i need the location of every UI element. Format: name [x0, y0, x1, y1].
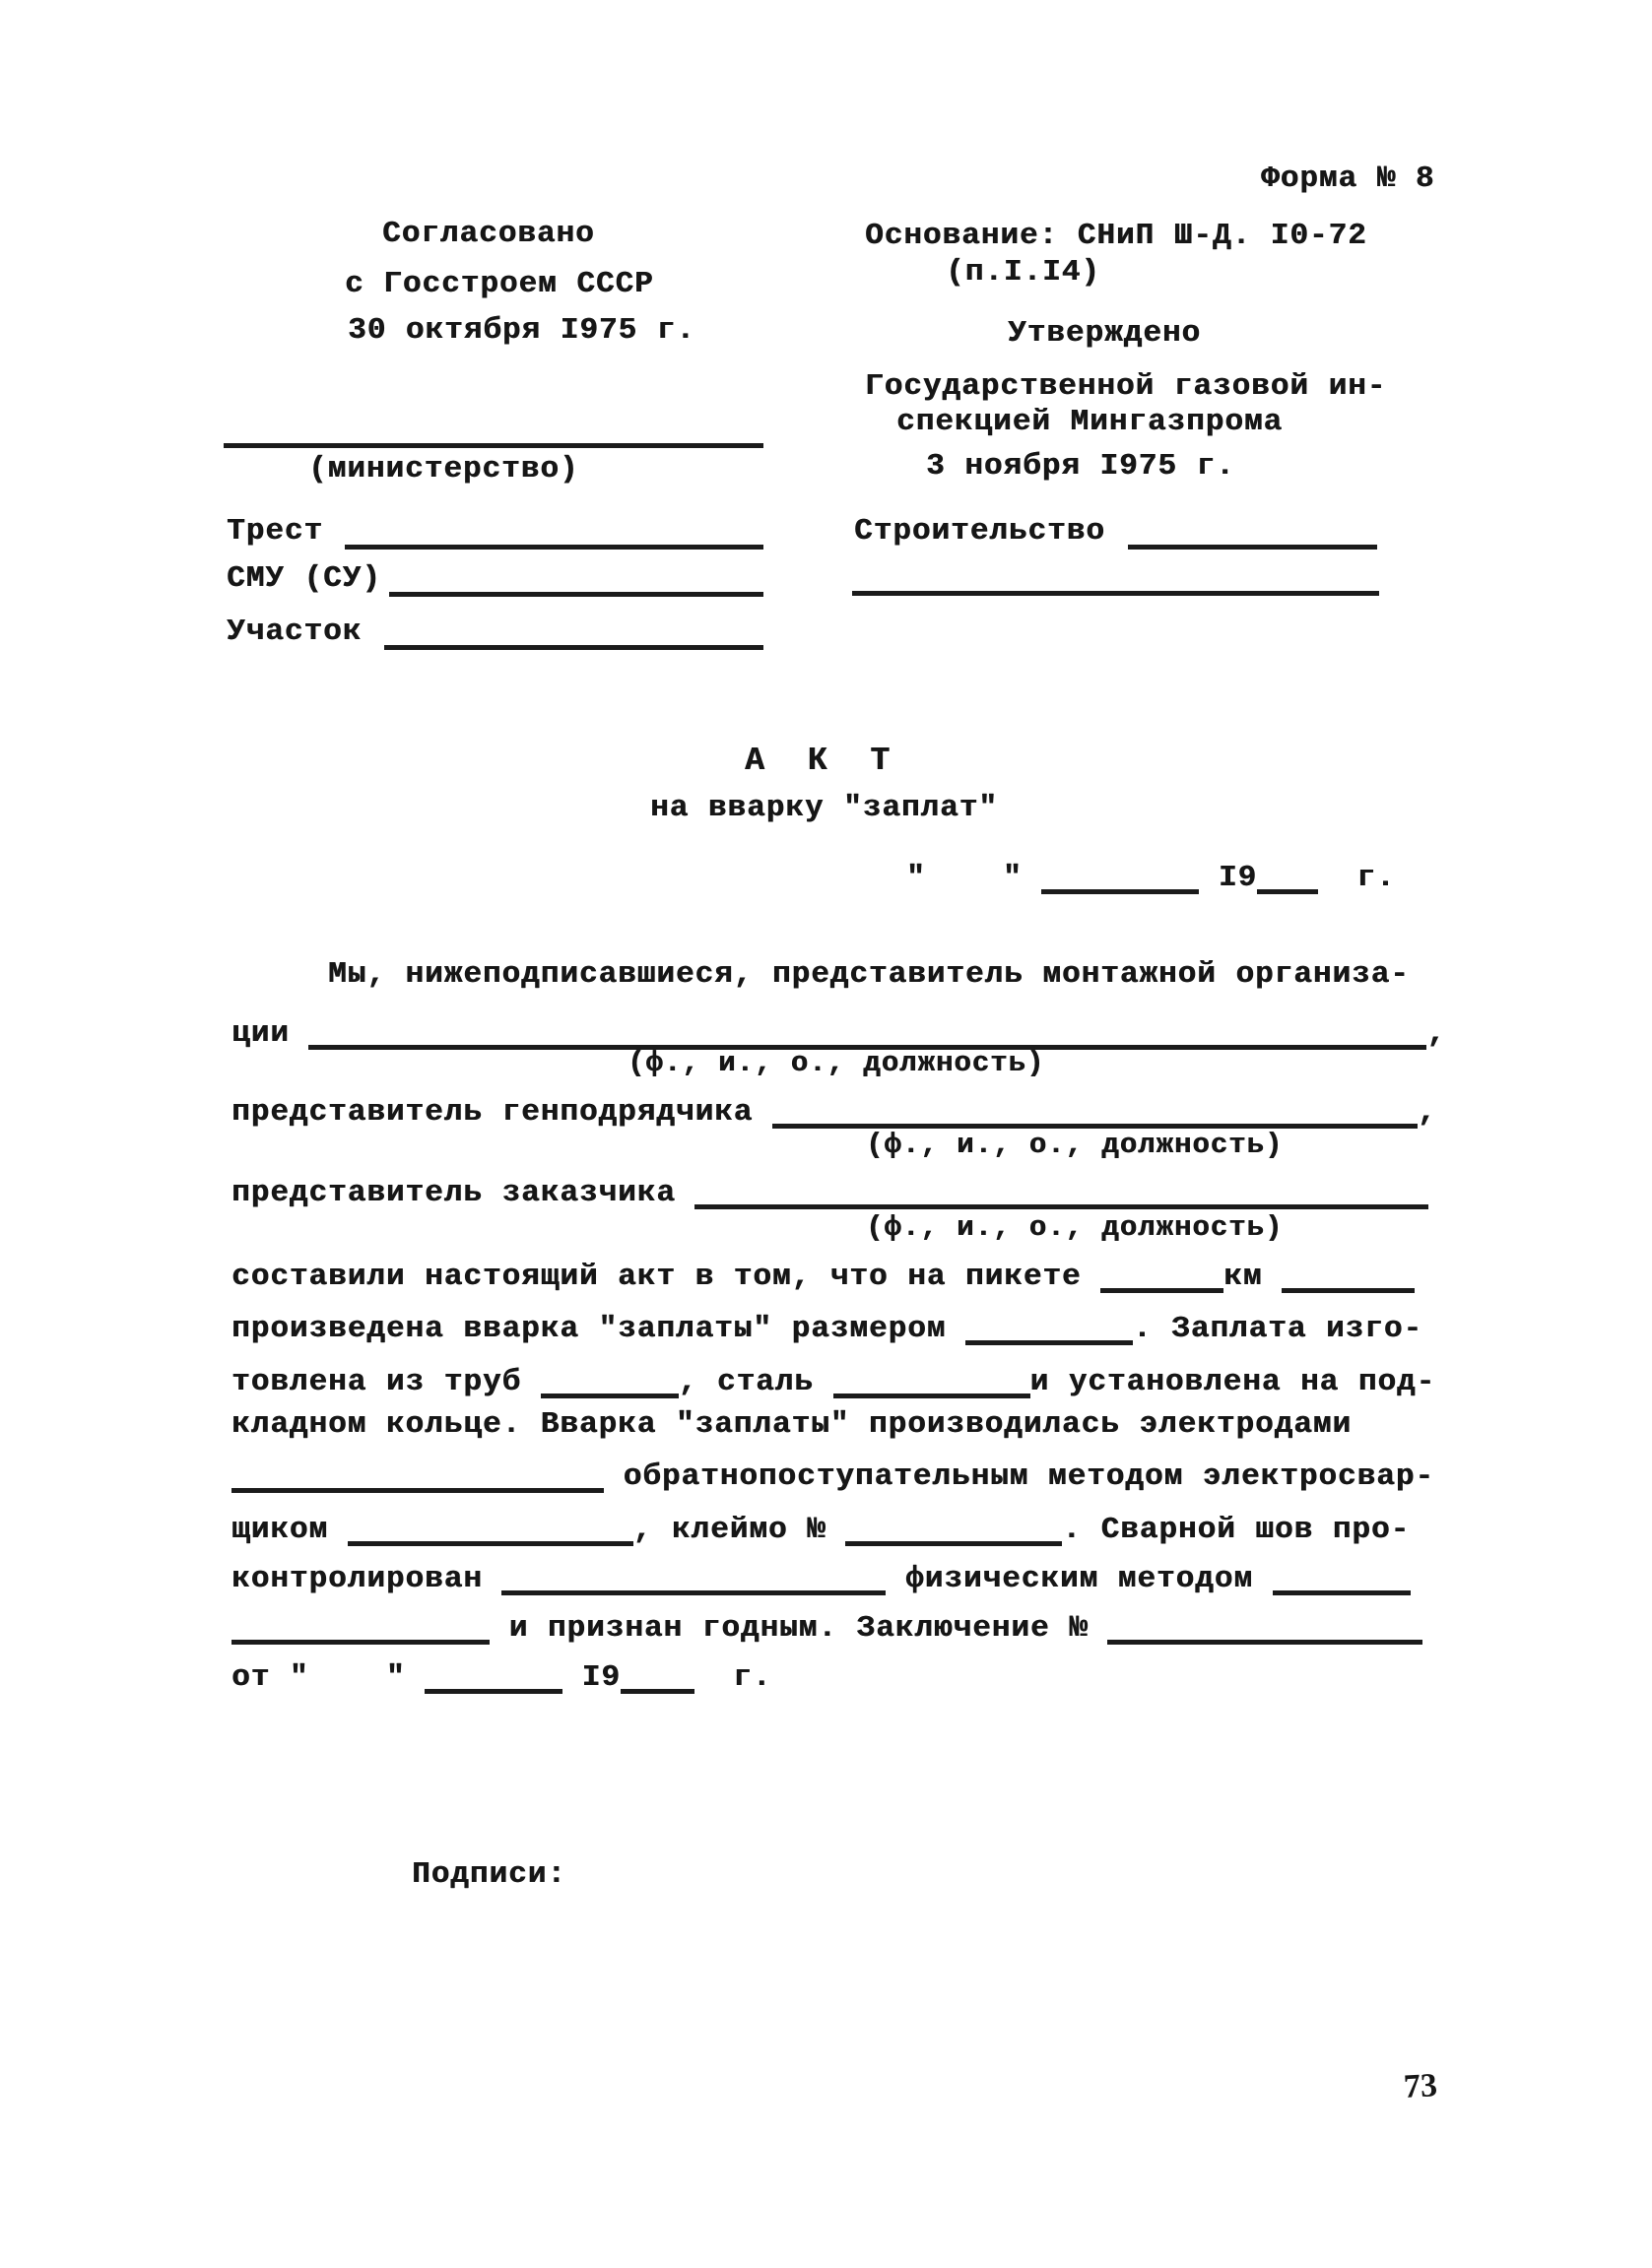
act-title: А К Т [745, 743, 902, 779]
construction-blank-line [1128, 545, 1377, 550]
body-line-5 [231, 1258, 1415, 1297]
approved-org-line2: спекцией Мингазпрома [896, 405, 1284, 439]
welder-name-blank [348, 1535, 633, 1546]
date-year-suffix: г. [1356, 861, 1396, 895]
body-line-4 [231, 1174, 1428, 1213]
body-line-3-comma: , [1417, 1095, 1437, 1130]
physical-method-label: физическим методом [905, 1562, 1253, 1596]
method-blank [1273, 1585, 1411, 1595]
construction-label: Строительство [854, 514, 1105, 549]
inspection-blank [501, 1585, 886, 1595]
contractor-name-blank [772, 1118, 1418, 1129]
steel-grade-blank [833, 1388, 1030, 1398]
construction-blank-line2 [852, 591, 1379, 596]
inspected-label: контролирован [231, 1562, 483, 1596]
approved-org-line1: Государственной газовой ин- [865, 369, 1387, 404]
body-line-12 [231, 1609, 1422, 1649]
fio-caption-1: (ф., и., о., должность) [628, 1047, 1045, 1079]
smu-label: СМУ (СУ) [227, 561, 381, 596]
signatures-label: Подписи: [412, 1857, 566, 1892]
body-line-10-tail: . Сварной шов про- [1062, 1513, 1411, 1547]
approved-label: Утверждено [1008, 316, 1202, 351]
stamp-label: , клеймо № [632, 1513, 826, 1547]
body-line-4-text: представитель заказчика [231, 1176, 676, 1210]
smu-blank-line [389, 592, 763, 597]
date-year-prefix: I9 [1218, 861, 1258, 895]
agreed-date-line: 30 октября I975 г. [348, 313, 695, 348]
fio-caption-3: (ф., и., о., должность) [866, 1211, 1284, 1244]
patch-size-blank [965, 1334, 1133, 1345]
act-subtitle: на вварку "заплат" [650, 791, 998, 825]
form-number-label: Форма № 8 [1261, 162, 1435, 196]
from-year-prefix: I9 [581, 1660, 621, 1695]
body-line-2-text: ции [231, 1016, 290, 1051]
body-line-8: кладном кольце. Вварка "заплаты" производилась электродами [231, 1407, 1352, 1442]
pipe-type-blank [541, 1388, 679, 1398]
body-line-6-tail: . Заплата изго- [1132, 1312, 1422, 1346]
agreed-org-line: с Госстроем СССР [345, 267, 654, 301]
body-line-6-text: произведена вварка "заплаты" размером [231, 1312, 947, 1346]
from-label: от [231, 1660, 271, 1695]
fio-caption-2: (ф., и., о., должность) [866, 1129, 1284, 1161]
date-month-blank [1041, 883, 1199, 894]
date-year-blank [1257, 883, 1318, 894]
body-line-11 [231, 1560, 1411, 1599]
conclusion-number-blank [1107, 1634, 1422, 1645]
body-line-6 [231, 1310, 1422, 1349]
from-month-blank [425, 1683, 562, 1694]
body-line-2-comma: , [1426, 1016, 1447, 1051]
body-line-3-text: представитель генподрядчика [231, 1095, 754, 1130]
ministry-rule [224, 443, 763, 448]
body-line-7-tail: и установлена на под- [1029, 1365, 1436, 1399]
body-line-5-text: составили настоящий акт в том, что на пикете [231, 1260, 1082, 1294]
body-line-10 [231, 1511, 1410, 1550]
trust-label: Трест [227, 514, 324, 549]
body-line-9 [231, 1458, 1434, 1497]
electrode-type-blank [231, 1482, 604, 1493]
stamp-number-blank [845, 1535, 1062, 1546]
date-day-quotes: " " [906, 861, 1023, 895]
customer-name-blank [694, 1199, 1428, 1209]
site-label: Участок [227, 615, 363, 649]
welder-label: щиком [231, 1513, 329, 1547]
approved-date-line: 3 ноября I975 г. [926, 449, 1235, 484]
method-continuation-blank [231, 1634, 490, 1645]
trust-blank-line [345, 545, 763, 550]
basis-line: Основание: СНиП Ш-Д. I0-72 [865, 219, 1367, 253]
basis-clause-line: (п.I.I4) [946, 255, 1100, 290]
from-year-blank [621, 1683, 694, 1694]
body-line-9-text: обратнопоступательным методом электросвар- [623, 1459, 1434, 1494]
from-date-quotes: " " [289, 1660, 406, 1695]
body-line-13 [231, 1658, 771, 1698]
km-label: км [1223, 1260, 1263, 1294]
body-line-7-text: товлена из труб [231, 1365, 522, 1399]
from-year-suffix: г. [733, 1660, 772, 1695]
body-line-1: Мы, нижеподписавшиеся, представитель монтажной организа- [328, 957, 1410, 992]
site-blank-line [384, 645, 763, 650]
agreed-line: Согласовано [382, 217, 595, 251]
body-line-7 [231, 1363, 1435, 1402]
act-date-line [906, 859, 1396, 898]
body-line-3 [231, 1093, 1437, 1133]
steel-label: , сталь [678, 1365, 814, 1399]
ministry-caption: (министерство) [308, 452, 579, 486]
conclusion-label: и признан годным. Заключение № [508, 1611, 1089, 1646]
picket-blank [1100, 1282, 1223, 1293]
km-blank [1282, 1282, 1415, 1293]
page-number: 73 [1403, 2067, 1438, 2106]
